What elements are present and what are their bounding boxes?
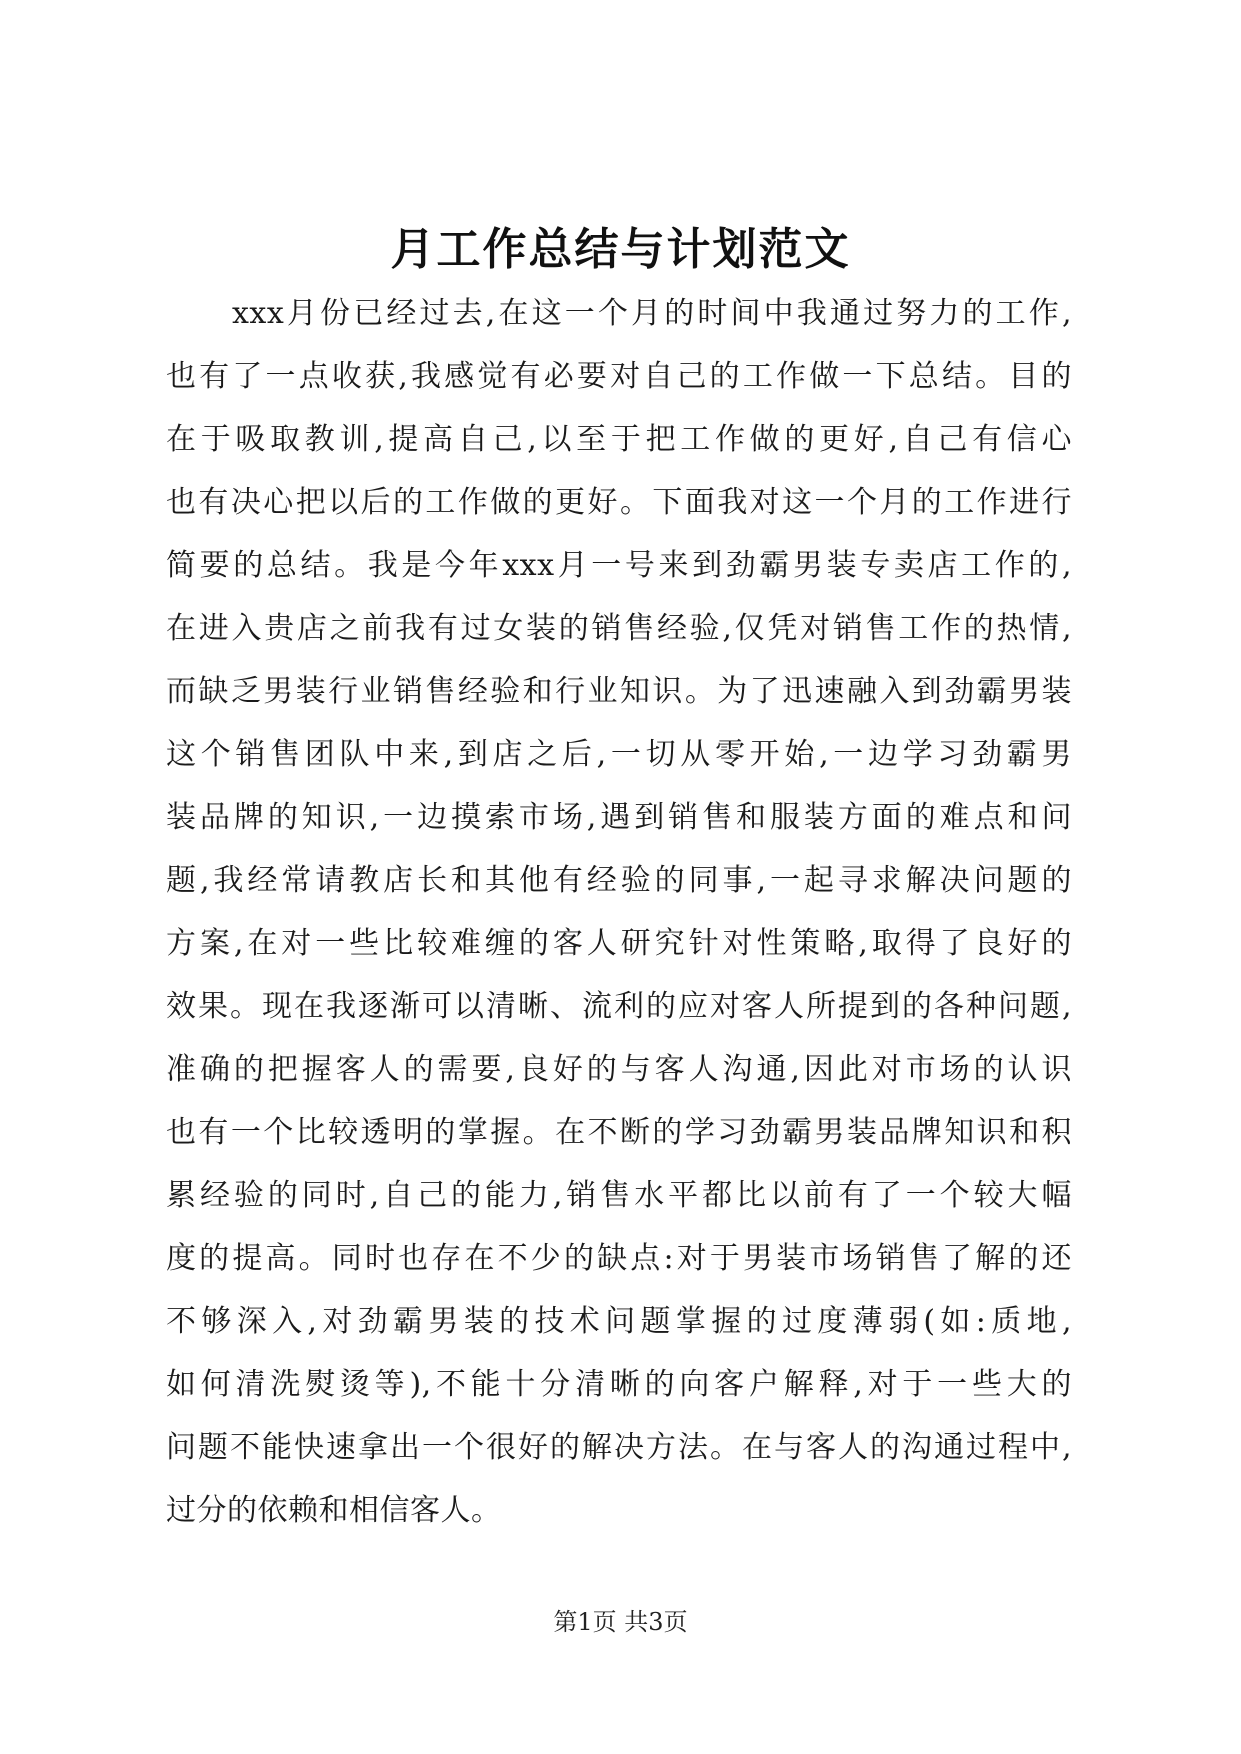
body-line: 题,我经常请教店长和其他有经验的同事,一起寻求解决问题的: [166, 863, 1072, 898]
document-body: [166, 282, 1072, 1542]
body-line: 而缺乏男装行业销售经验和行业知识。为了迅速融入到劲霸男装: [166, 674, 1072, 709]
body-line: 准确的把握客人的需要,良好的与客人沟通,因此对市场的认识: [166, 1052, 1072, 1087]
body-line: 在于吸取教训,提高自己,以至于把工作做的更好,自己有信心: [166, 422, 1072, 457]
body-line: 在进入贵店之前我有过女装的销售经验,仅凭对销售工作的热情,: [166, 611, 1072, 646]
body-line: xxx月份已经过去,在这一个月的时间中我通过努力的工作,: [232, 296, 1072, 331]
body-line: 方案,在对一些比较难缠的客人研究针对性策略,取得了良好的: [166, 926, 1072, 961]
body-line: 装品牌的知识,一边摸索市场,遇到销售和服装方面的难点和问: [166, 800, 1072, 835]
body-line: 如何清洗熨烫等),不能十分清晰的向客户解释,对于一些大的: [166, 1367, 1072, 1402]
body-line: 也有一个比较透明的掌握。在不断的学习劲霸男装品牌知识和积: [166, 1115, 1072, 1150]
body-line: 简要的总结。我是今年xxx月一号来到劲霸男装专卖店工作的,: [166, 548, 1072, 583]
body-line: 效果。现在我逐渐可以清晰、流利的应对客人所提到的各种问题,: [166, 989, 1072, 1024]
page-number: 第1页 共3页: [553, 1608, 688, 1636]
document-title: 月工作总结与计划范文: [390, 224, 851, 275]
body-line: 这个销售团队中来,到店之后,一切从零开始,一边学习劲霸男: [166, 737, 1072, 772]
body-line: 不够深入,对劲霸男装的技术问题掌握的过度薄弱(如:质地,: [166, 1304, 1072, 1339]
body-line: 过分的依赖和相信客人。: [166, 1493, 502, 1528]
body-line: 也有了一点收获,我感觉有必要对自己的工作做一下总结。目的: [166, 359, 1072, 394]
body-line: 累经验的同时,自己的能力,销售水平都比以前有了一个较大幅: [166, 1178, 1072, 1213]
body-line: 也有决心把以后的工作做的更好。下面我对这一个月的工作进行: [166, 485, 1072, 520]
body-line: 度的提高。同时也存在不少的缺点:对于男装市场销售了解的还: [166, 1241, 1072, 1276]
body-line: 问题不能快速拿出一个很好的解决方法。在与客人的沟通过程中,: [166, 1430, 1072, 1465]
